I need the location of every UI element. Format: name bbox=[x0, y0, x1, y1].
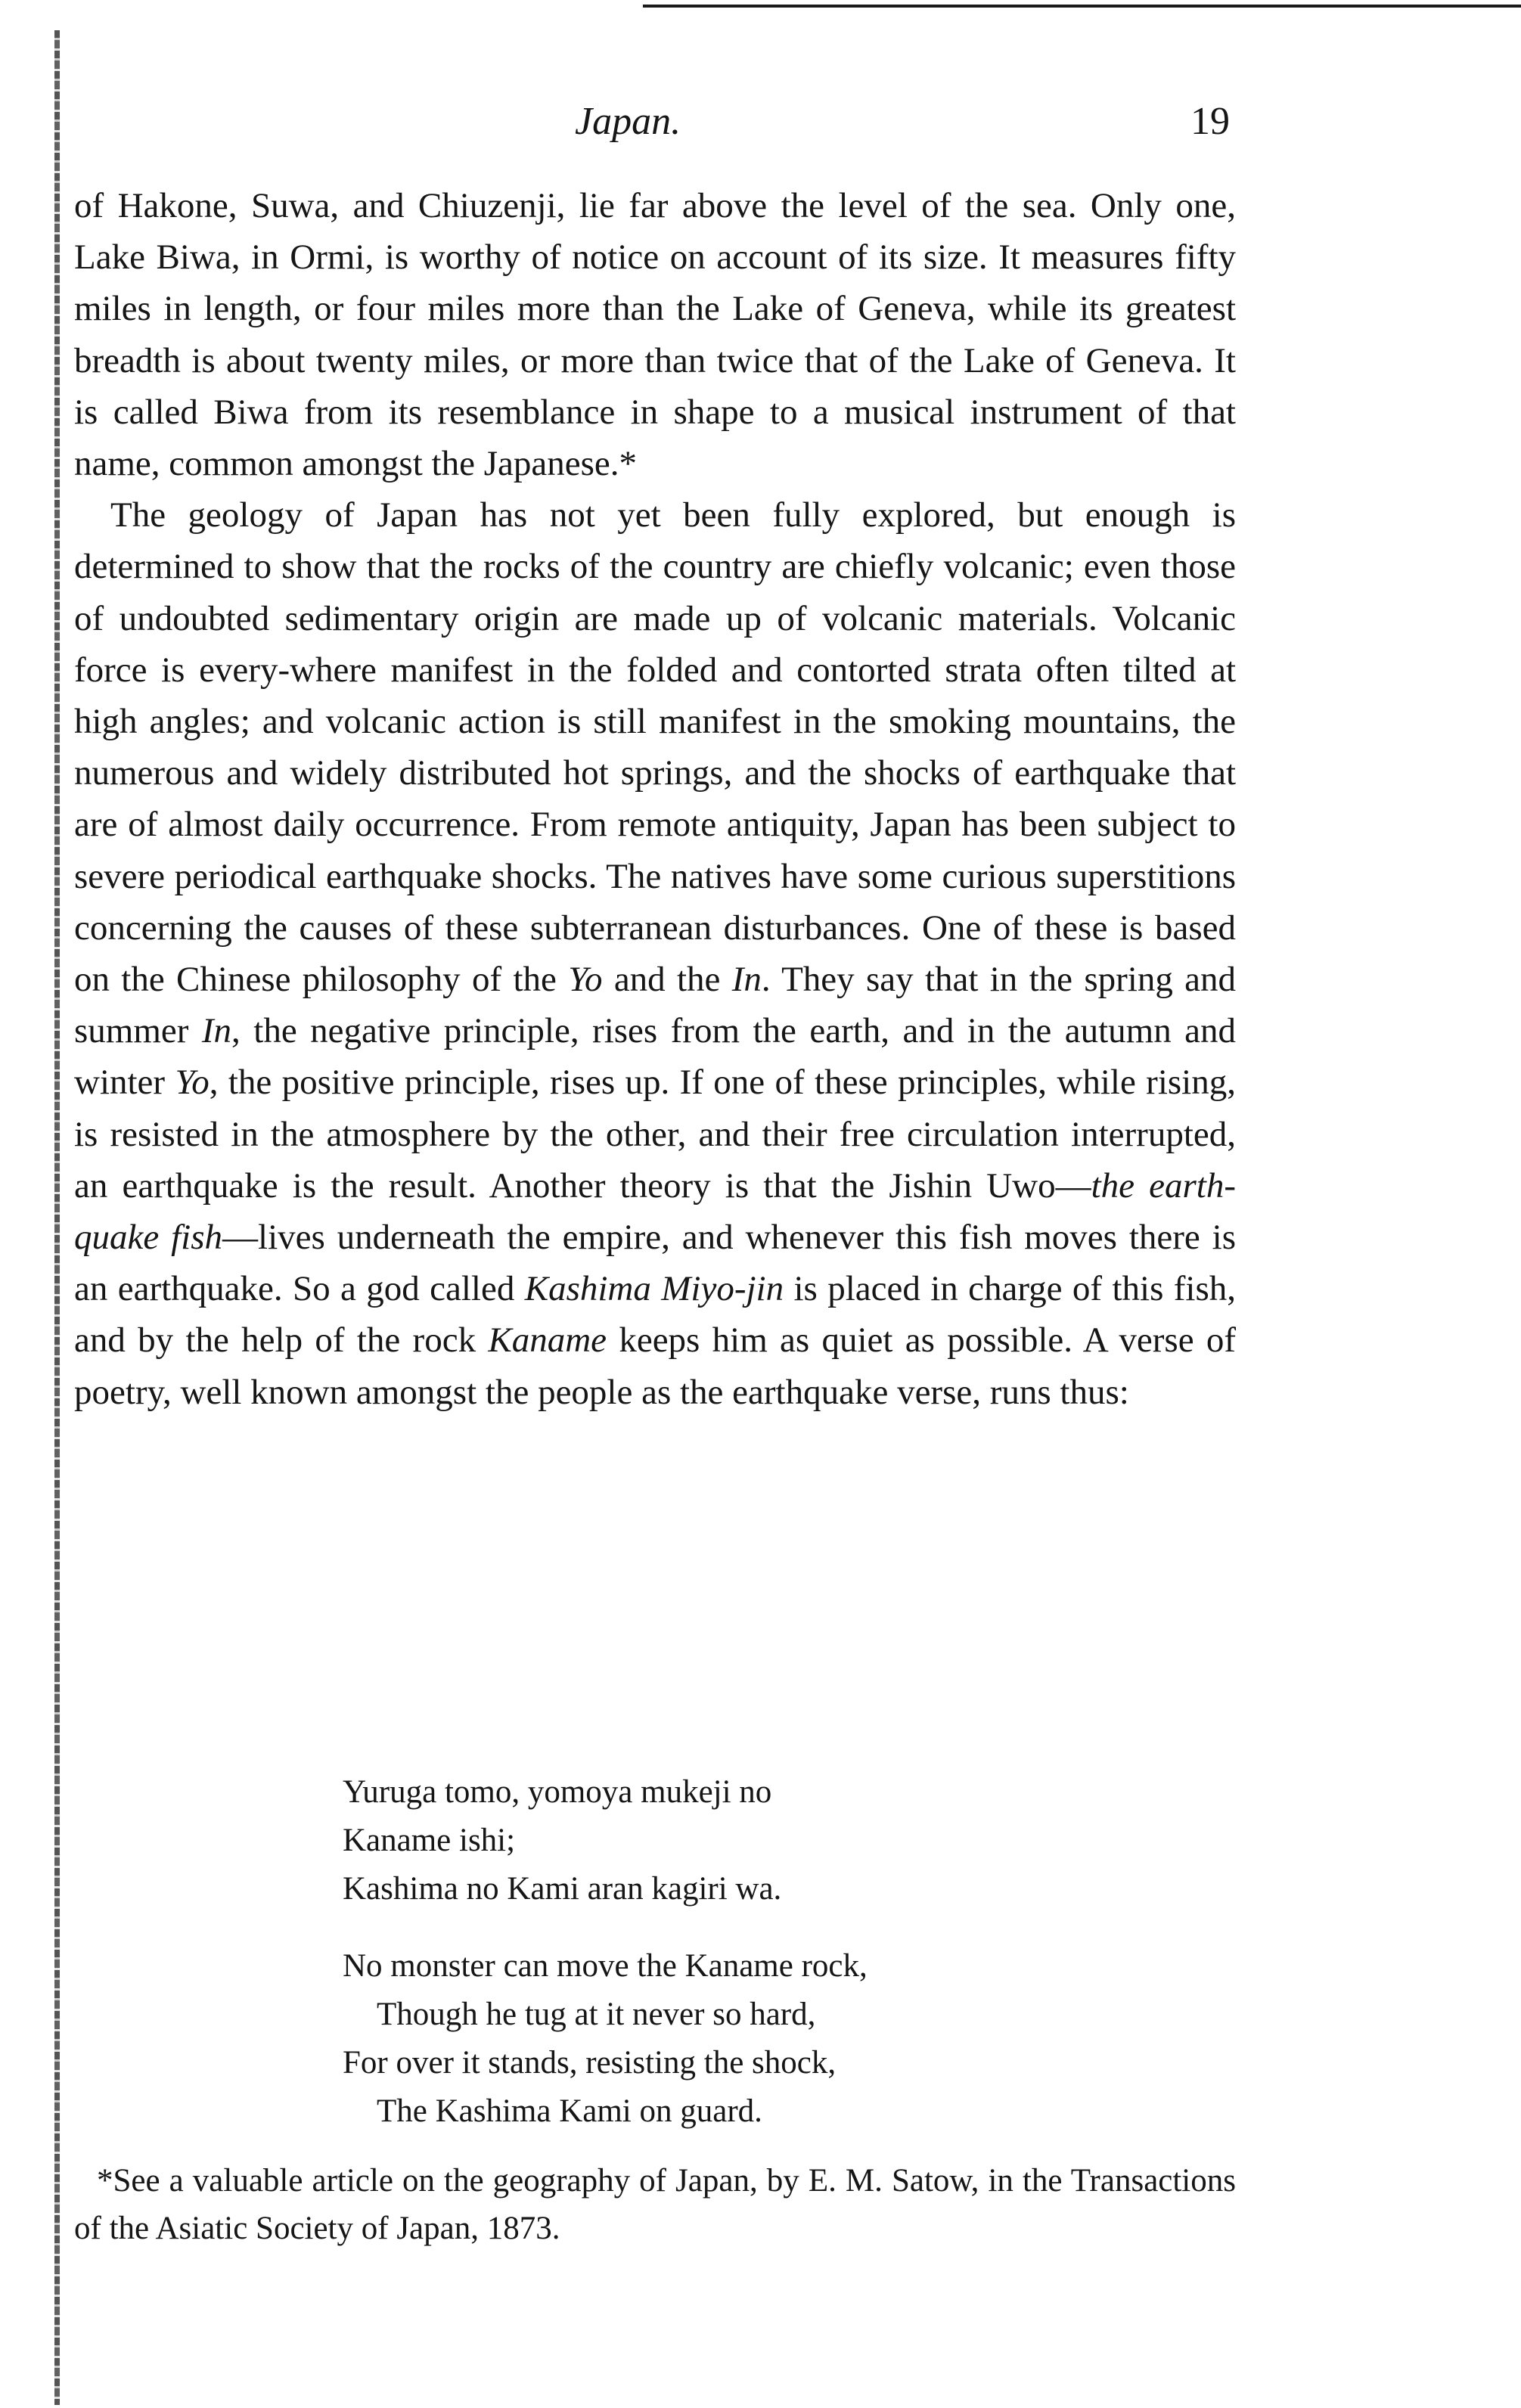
paragraph: of Hakone, Suwa, and Chiuzenji, lie far above the level of the sea. Only one, Lake Biwa, in Ormi, is worthy of notice on account of its size. It measures fifty miles in length, or four miles more than the Lake of Geneva, while its greatest breadth is about twenty miles, or more than twice that of the Lake of Geneva. It is called Biwa from its resemblance in shape to a musical instrument of that name, common amongst the Japanese.* bbox=[74, 186, 1236, 484]
verse-line: Though he tug at it never so hard, bbox=[377, 1997, 816, 2032]
page-number: 19 bbox=[1190, 100, 1230, 143]
text-run: . They say that in the spring and summer bbox=[74, 960, 1237, 1051]
earthquake-verse bbox=[343, 1768, 1099, 2136]
italic-term: Kashima Miyo-jin bbox=[524, 1269, 784, 1309]
binding-edge bbox=[54, 30, 60, 2405]
footnote-text: See a valuable article on the geography of Japan, by E. M. Satow, in the Transactions of the Asiatic Society of Japan, 1873. bbox=[74, 2163, 1236, 2246]
italic-term: In bbox=[731, 960, 762, 1000]
italic-term: Yo bbox=[175, 1063, 210, 1103]
italic-term: In bbox=[201, 1011, 232, 1051]
verse-line: The Kashima Kami on guard. bbox=[377, 2093, 762, 2129]
text-run: The geology of Japan has not yet been fully explored, but enough is determined to show that the rocks of the country are chiefly volcanic; even those of undoubted sedimentary origin are made up of volcanic materials. Volcanic force is every-where manifest in the folded and contorted strata often tilted at high angles; and volcanic action is still manifest in the smoking mountains, the numerous and widely distributed hot springs, and the shocks of earthquake that are of almost daily occurrence. From remote antiquity, Japan has been subject to severe periodical earthquake shocks. The natives have some curious superstitions concerning the causes of these subterranean disturbances. One of these is based on the Chinese philosophy of the bbox=[74, 495, 1236, 1000]
text-run: is placed in charge of this fish, and by the help of the rock bbox=[74, 1269, 1236, 1361]
italic-term: Yo bbox=[568, 960, 603, 1000]
text-run: —lives underneath the empire, and whenever this fish moves there is an earthquake. So a god called bbox=[74, 1218, 1236, 1309]
italic-term: the earth-quake fish bbox=[74, 1165, 1237, 1258]
running-head: Japan. bbox=[575, 100, 681, 143]
verse-line: Kashima no Kami aran kagiri wa. bbox=[343, 1871, 782, 1907]
japanese-stanza bbox=[343, 1768, 1099, 1913]
verse-line: No monster can move the Kaname rock, bbox=[343, 1948, 868, 1984]
text-run: and the bbox=[602, 960, 732, 1000]
page-header bbox=[0, 88, 1521, 156]
footnote-mark: * bbox=[97, 2163, 113, 2199]
italic-term: Kaname bbox=[488, 1320, 607, 1361]
verse-line: Kaname ishi; bbox=[343, 1823, 516, 1858]
text-run: , the positive principle, rises up. If one of these principles, while rising, is resisted in the atmosphere by the other, and their free circulation interrupted, an earthquake is the result. Another theory is that the Jishin Uwo— bbox=[74, 1063, 1236, 1206]
english-stanza bbox=[343, 1942, 1099, 2136]
top-rule bbox=[643, 5, 1521, 8]
verse-line: For over it stands, resisting the shock, bbox=[343, 2045, 837, 2081]
paragraph bbox=[74, 489, 1236, 1418]
body-text bbox=[74, 180, 1236, 1418]
text-run: , the negative principle, rises from the earth, and in the autumn and winter bbox=[74, 1011, 1237, 1103]
verse-line: Yuruga tomo, yomoya mukeji no bbox=[343, 1774, 772, 1810]
footnote bbox=[74, 2157, 1236, 2252]
text-run: keeps him as quiet as possible. A verse of poetry, well known amongst the people as the earthquake verse, runs thus: bbox=[74, 1320, 1236, 1412]
